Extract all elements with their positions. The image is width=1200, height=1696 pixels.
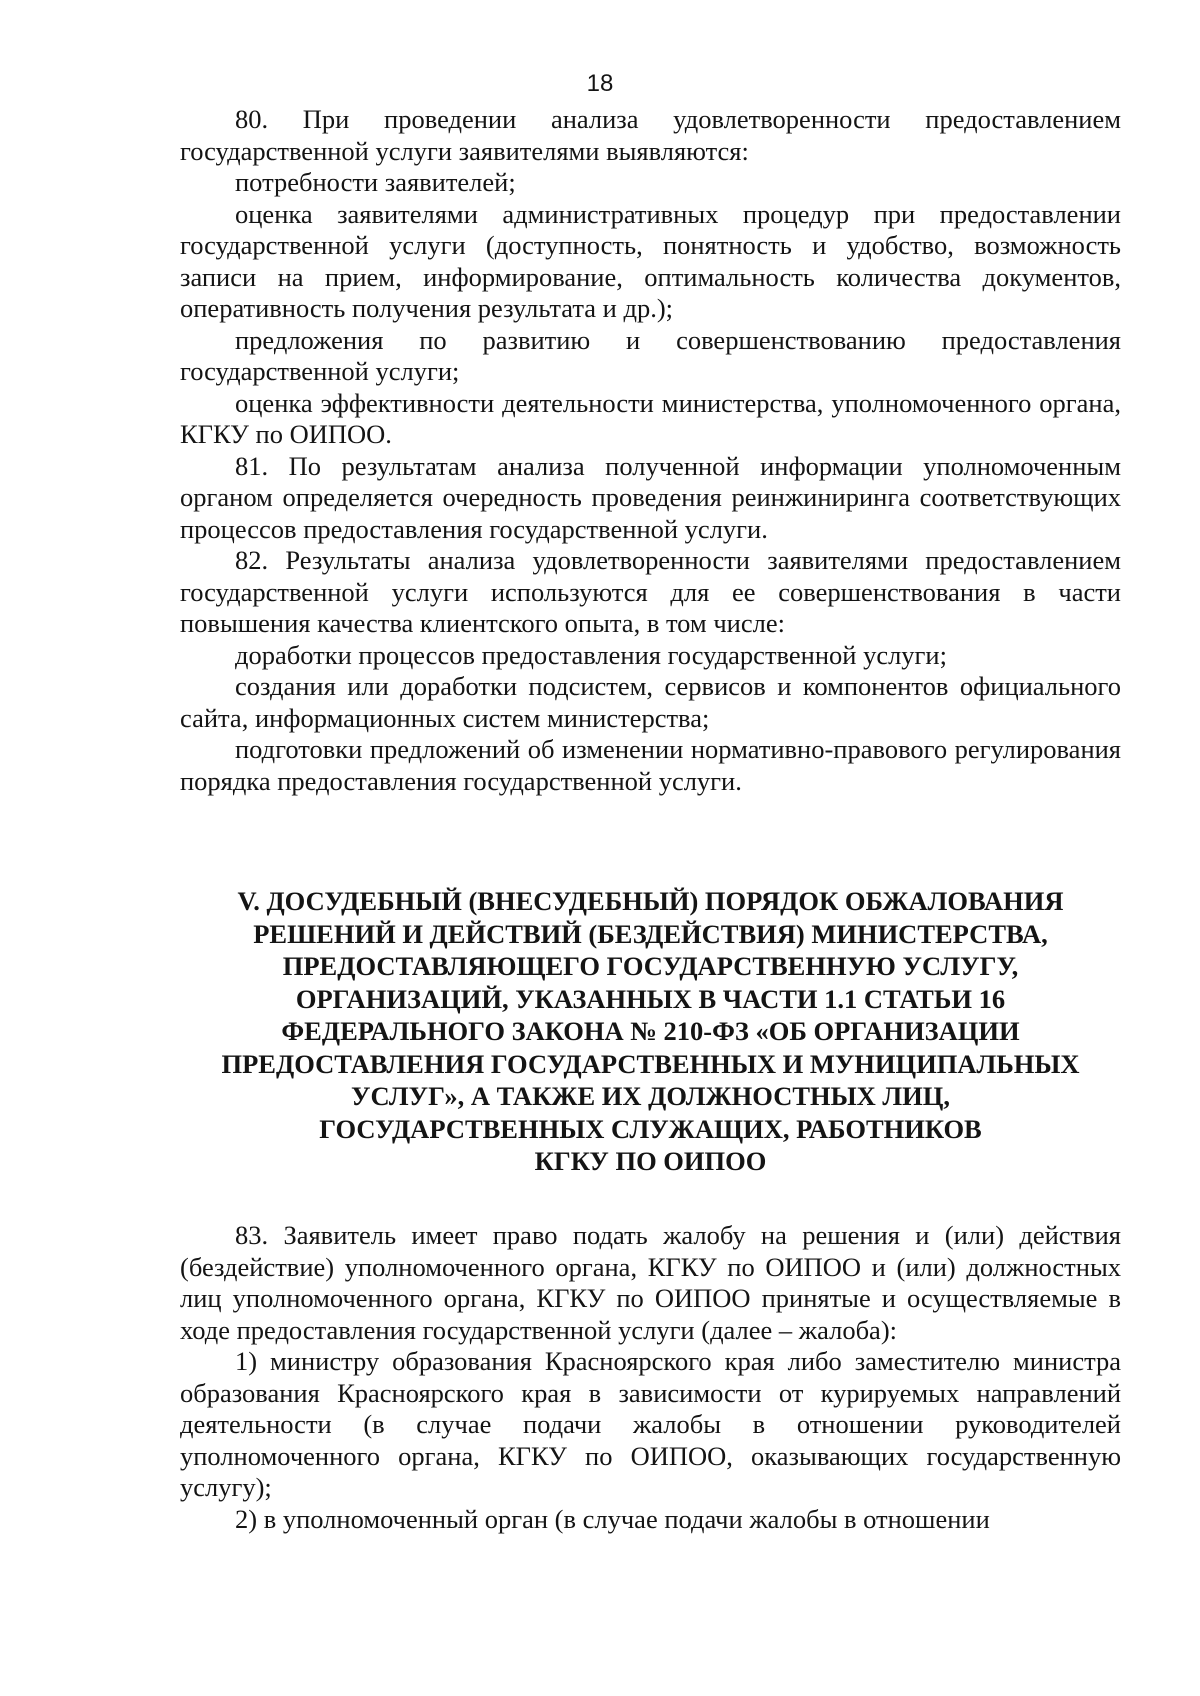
paragraph-item: потребности заявителей; bbox=[235, 167, 516, 197]
paragraph-item: предложения по развитию и совершенствованию предоставления государственной услуги; bbox=[180, 324, 1121, 386]
paragraph-82: 82. Результаты анализа удовлетворенности заявителями предоставлением государственной услуги используются для ее совершенствования в части повышения качества клиентского опыта, в том числе: bbox=[180, 545, 1121, 638]
heading-line: ФЕДЕРАЛЬНОГО ЗАКОНА № 210-ФЗ «ОБ ОРГАНИЗАЦИИ bbox=[281, 1016, 1020, 1046]
heading-line: V. ДОСУДЕБНЫЙ (ВНЕСУДЕБНЫЙ) ПОРЯДОК ОБЖАЛОВАНИЯ bbox=[237, 886, 1064, 916]
section-heading bbox=[180, 885, 1121, 1178]
paragraph-item: 2) в уполномоченный орган (в случае подачи жалобы в отношении bbox=[235, 1503, 990, 1534]
section-text-after-heading bbox=[180, 1220, 1121, 1535]
heading-line: УСЛУГ», А ТАКЖЕ ИХ ДОЛЖНОСТНЫХ ЛИЦ, bbox=[351, 1081, 950, 1111]
page-number: 18 bbox=[586, 70, 614, 97]
heading-line: РЕШЕНИЙ И ДЕЙСТВИЙ (БЕЗДЕЙСТВИЯ) МИНИСТЕРСТВА, bbox=[253, 918, 1048, 949]
heading-line: ОРГАНИЗАЦИЙ, УКАЗАННЫХ В ЧАСТИ 1.1 СТАТЬИ 16 bbox=[295, 983, 1006, 1014]
section-text-before-heading bbox=[180, 104, 1121, 797]
paragraph-item: оценка эффективности деятельности министерства, уполномоченного органа, КГКУ по ОИПОО. bbox=[180, 387, 1121, 449]
paragraph-item: создания или доработки подсистем, сервисов и компонентов официального сайта, информационных систем министерства; bbox=[180, 671, 1121, 733]
heading-line: ПРЕДОСТАВЛЯЮЩЕГО ГОСУДАРСТВЕННУЮ УСЛУГУ, bbox=[282, 951, 1019, 981]
heading-line: КГКУ ПО ОИПОО bbox=[534, 1146, 767, 1176]
paragraph-item: оценка заявителями административных процедур при предоставлении государственной услуги (доступность, понятность и удобство, возможность записи на прием, информирование, оптимальность количества документов, оперативность получения результата и др.); bbox=[180, 198, 1121, 323]
paragraph-item: доработки процессов предоставления государственной услуги; bbox=[235, 639, 947, 670]
paragraph-item: подготовки предложений об изменении нормативно-правового регулирования порядка предоставления государственной услуги. bbox=[180, 734, 1121, 796]
paragraph-item: 1) министру образования Красноярского края либо заместителю министра образования Красноярского края в зависимости от курируемых направлений деятельности (в случае подачи жалобы в отношении руководителей уполномоченного органа, КГКУ по ОИПОО, оказывающих государственную услугу); bbox=[180, 1346, 1121, 1502]
paragraph-81: 81. По результатам анализа полученной информации уполномоченным органом определяется очередность проведения реинжиниринга соответствующих процессов предоставления государственной услуги. bbox=[180, 450, 1121, 544]
paragraph-80: 80. При проведении анализа удовлетворенности предоставлением государственной услуги заявителями выявляются: bbox=[180, 104, 1121, 166]
heading-line: ГОСУДАРСТВЕННЫХ СЛУЖАЩИХ, РАБОТНИКОВ bbox=[319, 1113, 982, 1144]
paragraph-83: 83. Заявитель имеет право подать жалобу на решения и (или) действия (бездействие) уполномоченного органа, КГКУ по ОИПОО и (или) должностных лиц уполномоченного органа, КГКУ по ОИПОО принятые и осуществляемые в ходе предоставления государственной услуги (далее – жалоба): bbox=[180, 1220, 1121, 1345]
heading-line: ПРЕДОСТАВЛЕНИЯ ГОСУДАРСТВЕННЫХ И МУНИЦИПАЛЬНЫХ bbox=[221, 1048, 1080, 1079]
